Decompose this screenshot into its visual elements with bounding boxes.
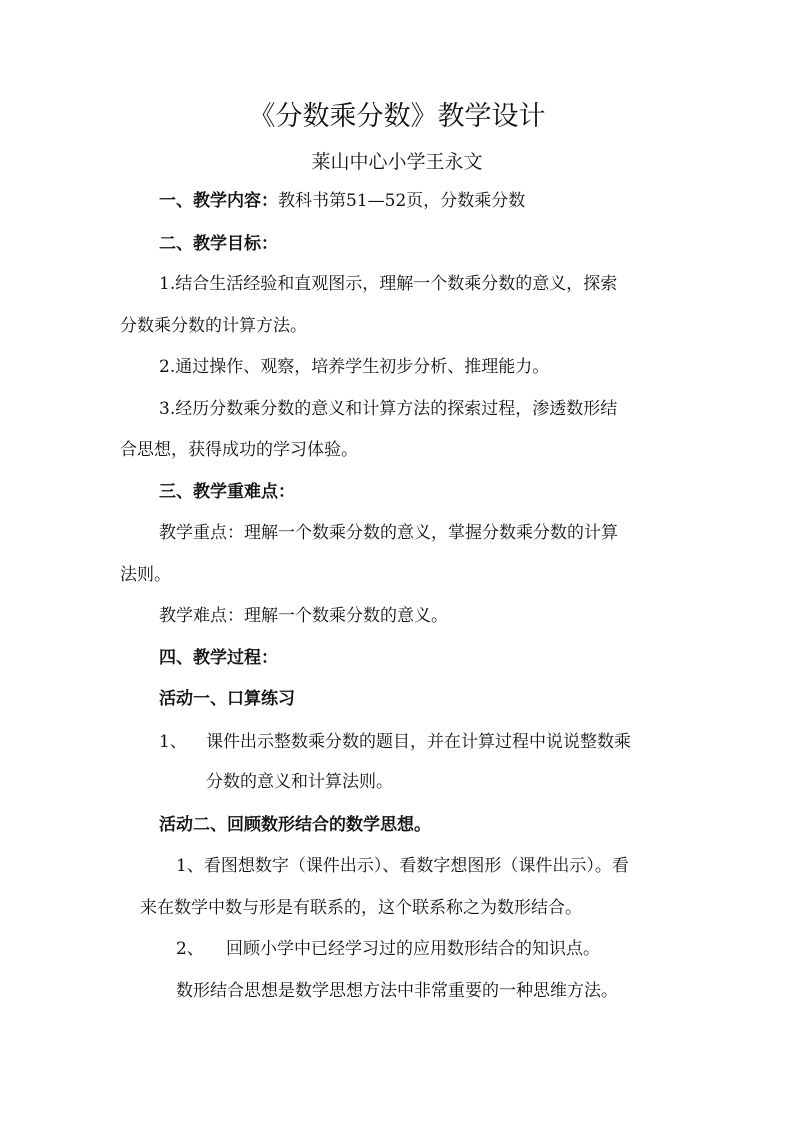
- section-process-label: 四、教学过程：: [159, 648, 278, 668]
- goal-item-3-line2: 合思想，获得成功的学习体验。: [120, 440, 358, 460]
- activity2-title: 活动二、回顾数形结合的数学思想。: [159, 815, 431, 835]
- goal-item-2: 2.通过操作、观察，培养学生初步分析、推理能力。: [159, 357, 550, 377]
- goal-item-3-line1: 3.经历分数乘分数的意义和计算方法的探索过程，渗透数形结: [159, 399, 618, 419]
- goal-item-1-line2: 分数乘分数的计算方法。: [120, 316, 307, 336]
- goal-item-1-line1: 1.结合生活经验和直观图示，理解一个数乘分数的意义，探索: [159, 274, 618, 294]
- section-keypoints-label: 三、教学重难点：: [159, 482, 295, 502]
- keypoint-difficulty: 教学难点：理解一个数乘分数的意义。: [159, 606, 448, 626]
- activity2-item1-line1: 1、看图想数字（课件出示）、看数字想图形（课件出示）。看: [176, 856, 629, 876]
- activity2-item2-text: 回顾小学中已经学习过的应用数形结合的知识点。: [226, 939, 600, 959]
- activity1-item-line1: 课件出示整数乘分数的题目，并在计算过程中说说整数乘: [206, 732, 631, 752]
- keypoint-focus-line1: 教学重点：理解一个数乘分数的意义，掌握分数乘分数的计算: [159, 523, 618, 543]
- keypoint-focus-line2: 法则。: [120, 565, 171, 585]
- activity1-item-number: 1、: [159, 732, 187, 752]
- section-content-label: 一、教学内容：: [159, 191, 278, 211]
- activity2-item1-line2: 来在数学中数与形是有联系的，这个联系称之为数形结合。: [140, 898, 582, 918]
- section-goals-label: 二、教学目标：: [159, 234, 278, 254]
- activity2-summary: 数形结合思想是数学思想方法中非常重要的一种思维方法。: [176, 981, 618, 1001]
- activity1-item-line2: 分数的意义和计算法则。: [206, 772, 393, 792]
- author-line: 莱山中心小学王永文: [311, 151, 483, 173]
- page-title: 《分数乘分数》教学设计: [248, 101, 546, 132]
- section-content: [159, 190, 525, 212]
- activity1-title: 活动一、口算练习: [159, 689, 295, 709]
- section-content-text: 教科书第51—52页，分数乘分数: [278, 191, 526, 211]
- activity2-item2-number: 2、: [176, 939, 204, 959]
